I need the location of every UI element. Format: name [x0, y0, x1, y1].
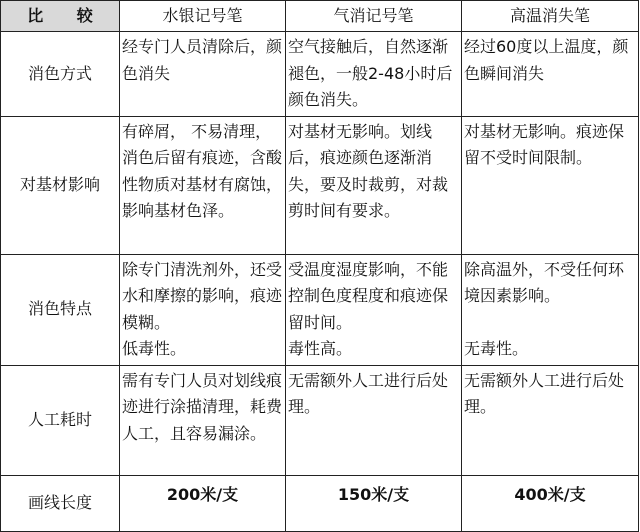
row-label: 对基材影响: [1, 116, 120, 254]
row-label: 消色方式: [1, 32, 120, 117]
toxicity-text: 低毒性。: [122, 339, 187, 358]
row-label: 画线长度: [1, 475, 120, 531]
row-substrate-effect: [1, 116, 639, 254]
column-header-mercury-marker: 水银记号笔: [120, 1, 286, 32]
table-cell: 有碎屑， 不易清理，消色后留有痕迹，含酸性物质对基材有腐蚀，影响基材色泽。: [120, 116, 286, 254]
header-row: [1, 1, 639, 32]
row-erasing-characteristics: [1, 254, 639, 365]
cell-main-text: 除高温外，不受任何环境因素影响。: [464, 259, 625, 305]
line-length-value: 400米/支: [462, 475, 639, 531]
table-cell: 空气接触后，自然逐渐褪色，一般2-48小时后颜色消失。: [286, 32, 462, 117]
toxicity-text: 无毒性。: [464, 339, 529, 358]
cell-main-text: 除专门清洗剂外，还受水和摩擦的影响，痕迹模糊。: [122, 259, 283, 332]
line-length-value: 200米/支: [120, 475, 286, 531]
toxicity-text: 毒性高。: [288, 339, 353, 358]
table-cell: [286, 254, 462, 365]
table-cell: [120, 254, 286, 365]
row-erasing-method: [1, 32, 639, 117]
table-cell: 对基材无影响。痕迹保留不受时间限制。: [462, 116, 639, 254]
table-cell: 需有专门人员对划线痕迹进行涂描清理，耗费人工，且容易漏涂。: [120, 365, 286, 475]
cell-main-text: 受温度湿度影响，不能控制色度程度和痕迹保留时间。: [288, 259, 449, 332]
row-label: 人工耗时: [1, 365, 120, 475]
table-cell: 对基材无影响。划线后，痕迹颜色逐渐消失，要及时裁剪，对裁剪时间有要求。: [286, 116, 462, 254]
column-header-air-erasable-marker: 气消记号笔: [286, 1, 462, 32]
table-cell: 无需额外人工进行后处理。: [462, 365, 639, 475]
row-line-length: [1, 475, 639, 531]
row-label: 消色特点: [1, 254, 120, 365]
table-cell: 经过60度以上温度，颜色瞬间消失: [462, 32, 639, 117]
column-header-heat-erasable-pen: 高温消失笔: [462, 1, 639, 32]
line-length-value: 150米/支: [286, 475, 462, 531]
corner-header: 比 较: [1, 1, 120, 32]
table-cell: 经专门人员清除后，颜色消失: [120, 32, 286, 117]
table-cell: [462, 254, 639, 365]
row-labor-time: [1, 365, 639, 475]
table-cell: 无需额外人工进行后处理。: [286, 365, 462, 475]
